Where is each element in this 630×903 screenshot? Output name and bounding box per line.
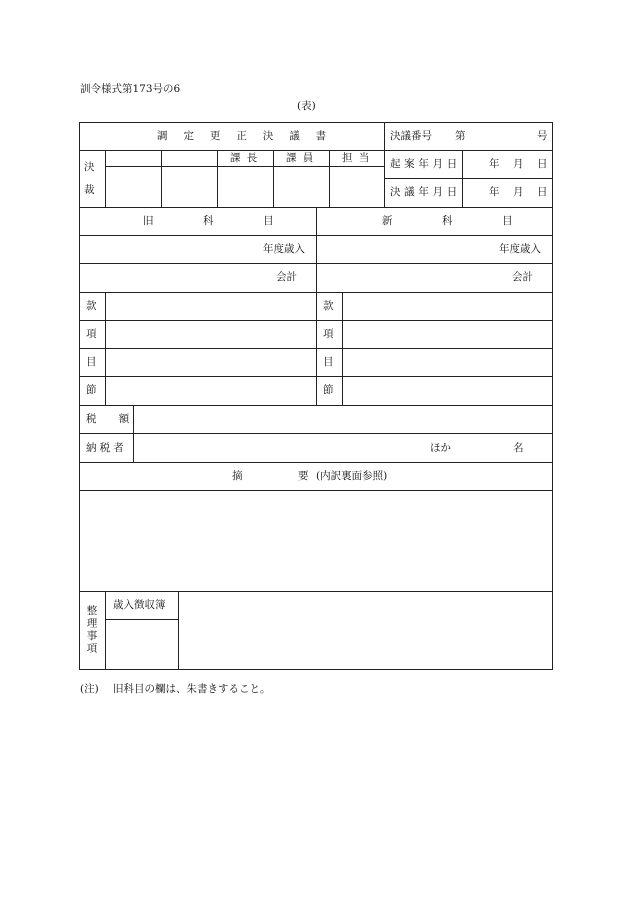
kian-day: 日: [537, 158, 548, 170]
role-kacho: 課長: [230, 152, 264, 164]
note-text: 旧科目の欄は、朱書きすること。: [113, 683, 271, 695]
new-moku-label: 目: [323, 356, 334, 368]
old-subject-heading: 旧 科 目: [143, 215, 297, 227]
form-side-label: (表): [297, 100, 316, 112]
form-id: 訓令様式第173号の6: [80, 83, 181, 95]
new-nendo: 年度歳入: [499, 243, 541, 255]
mei-label: 名: [513, 442, 524, 454]
old-setsu-label: 節: [86, 384, 97, 396]
kessai-char-1: 決: [84, 161, 95, 173]
kian-date-label: 起案年月日: [390, 158, 461, 170]
kessai-month: 月: [513, 186, 524, 198]
new-kan-label: 款: [323, 300, 334, 312]
ledger-label: 歳入徴収簿: [113, 599, 166, 611]
old-kaikei: 会計: [276, 271, 297, 283]
tekiyo-note: (内訳裏面参照): [316, 470, 388, 482]
seiri-jiko-label: 整理事項: [85, 605, 98, 655]
kessai-char-2: 裁: [84, 184, 95, 196]
kessai-day: 日: [537, 186, 548, 198]
form-title: 調 定 更 正 決 議 書: [157, 130, 333, 142]
role-tanto: 担当: [342, 152, 376, 164]
new-subject-heading: 新 科 目: [382, 215, 536, 227]
old-ko-label: 項: [86, 328, 97, 340]
old-kan-label: 款: [86, 300, 97, 312]
tekiyo-label: 摘: [232, 470, 243, 482]
new-kaikei: 会計: [512, 271, 533, 283]
nozeisha-label: 納税者: [86, 442, 127, 454]
kessai-date-label: 決議年月日: [390, 186, 461, 198]
new-setsu-label: 節: [323, 384, 334, 396]
kian-year: 年: [489, 158, 500, 170]
old-nendo: 年度歳入: [263, 243, 305, 255]
zeigaku-label: 税 額: [86, 413, 139, 425]
old-moku-label: 目: [86, 356, 97, 368]
number-go: 号: [537, 130, 548, 142]
note-label: (注): [80, 683, 99, 695]
yo-label: 要: [298, 470, 309, 482]
kian-month: 月: [513, 158, 524, 170]
number-dai: 第: [455, 130, 466, 142]
kessai-year: 年: [489, 186, 500, 198]
number-label: 決議番号: [390, 130, 432, 142]
role-kain: 課員: [286, 152, 320, 164]
hoka-label: ほか: [430, 442, 451, 454]
new-ko-label: 項: [323, 328, 334, 340]
